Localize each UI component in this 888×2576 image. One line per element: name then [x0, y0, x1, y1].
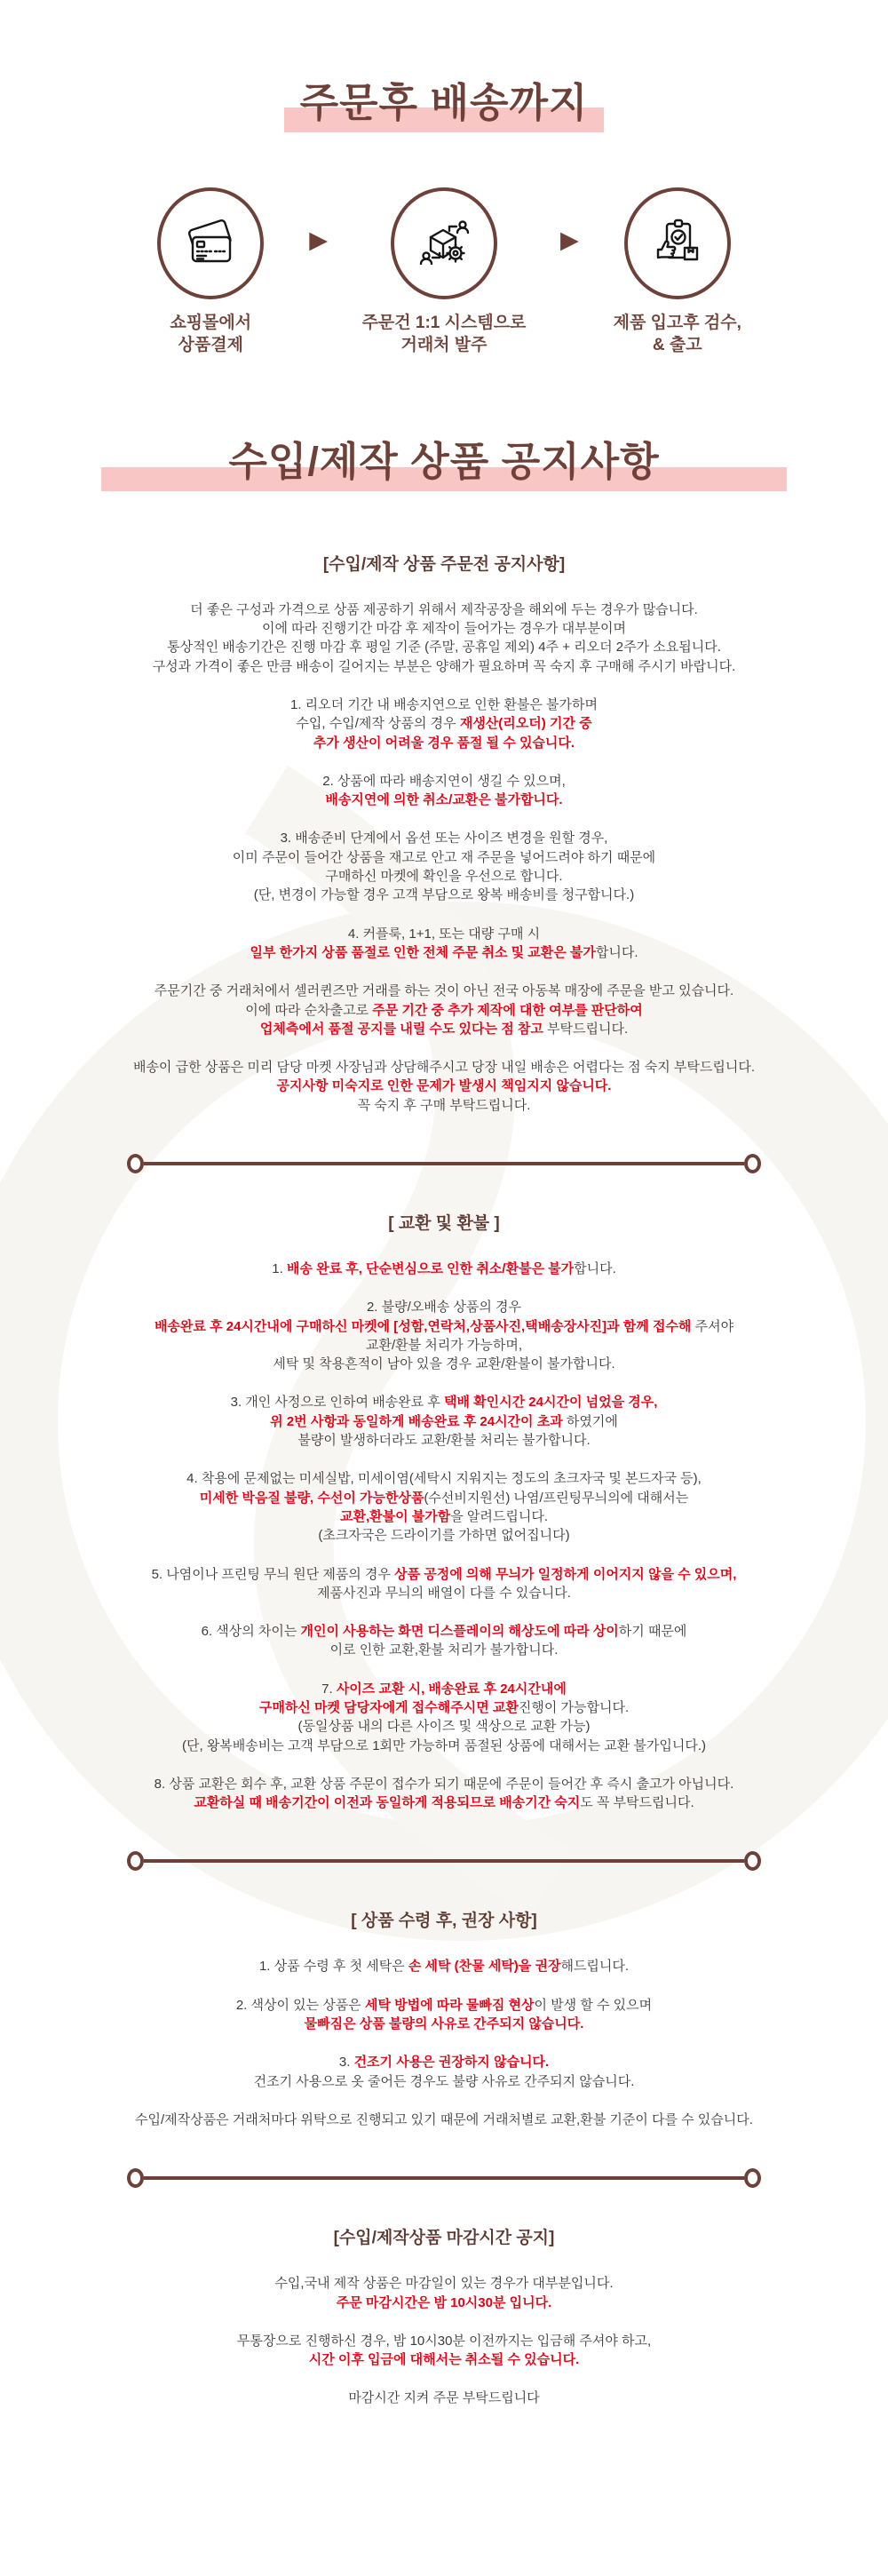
- text-line: [62, 638, 826, 656]
- text-line: [62, 925, 826, 943]
- plain-text: 수입, 수입/제작 상품의 경우: [296, 716, 460, 732]
- text-line: [62, 1020, 826, 1038]
- pre-order-notice-section: [62, 553, 826, 1115]
- text-line: [62, 1565, 826, 1584]
- text-line: [62, 1910, 826, 1934]
- process-step-payment: [117, 187, 304, 357]
- divider-ring-icon: [744, 1154, 761, 1173]
- plain-text: 도 꼭 부탁드립니다.: [580, 1795, 694, 1811]
- notice-section-header: [62, 1212, 826, 1236]
- plain-text: 배송이 급한 상품은 미리 담당 마켓 사장님과 상담해주시고 당장 내일 배송은 어렵다는 점 숙지 부탁드립니다.: [132, 1060, 756, 1076]
- text-line: [62, 867, 826, 886]
- text-line: [62, 2015, 826, 2033]
- notice-paragraph: [62, 696, 826, 752]
- red-emphasis-text: 교환하실 때 배송기간이 이전과 동일하게 적용되므로 배송기간 숙지: [194, 1795, 581, 1811]
- plain-text: 4. 착용에 문제없는 미세실밥, 미세이염(세탁시 지워지는 정도의 초크자국 및 본드자국 등),: [186, 1471, 702, 1487]
- text-line: [62, 1996, 826, 2015]
- plain-text: (단, 왕복배송비는 고객 부담으로 1회만 가능하며 품절된 상품에 대해서는 교환 불가입니다.): [182, 1737, 706, 1753]
- text-line: [62, 1412, 826, 1431]
- red-emphasis-text: 추가 생산이 어려울 경우 품절 될 수 있습니다.: [313, 735, 575, 751]
- step-label-line: 쇼핑몰에서: [170, 313, 252, 332]
- plain-text: 합니다.: [574, 1260, 616, 1276]
- plain-text: [ 교환 및 환불 ]: [388, 1213, 500, 1233]
- divider-line: [144, 2176, 744, 2180]
- red-emphasis-text: 주문 마감시간은 밤 10시30분 입니다.: [336, 2294, 552, 2310]
- plain-text: 이에 따라 순차출고로: [245, 1002, 373, 1018]
- red-emphasis-text: 위 2번 사항과 동일하게 배송완료 후 24시간이 초과: [270, 1413, 563, 1429]
- plain-text: 건조기 사용으로 옷 줄어든 경우도 불량 사유로 간주되지 않습니다.: [253, 2073, 635, 2089]
- notice-paragraph: [62, 1298, 826, 1373]
- notice-paragraph: [62, 1996, 826, 2034]
- red-emphasis-text: 미세한 박음질 불량, 수선이 가능한상품: [199, 1490, 424, 1506]
- divider-line: [144, 1859, 744, 1863]
- text-line: [62, 1260, 826, 1278]
- red-emphasis-text: 일부 한가지 상품 품절로 인한 전체 주문 취소 및 교환은 불가: [250, 944, 596, 960]
- text-line: [62, 1001, 826, 1020]
- plain-text: 이미 주문이 들어간 상품을 재고로 안고 재 주문을 넣어드려야 하기 때문에: [232, 849, 656, 865]
- arrow-right-icon: ▶: [309, 226, 328, 253]
- red-emphasis-text: 배송 완료 후, 단순변심으로 인한 취소/환불은 불가: [286, 1260, 575, 1276]
- text-line: [62, 2350, 826, 2369]
- text-line: [62, 1622, 826, 1641]
- plain-text: 3.: [338, 2055, 354, 2071]
- text-line: [62, 2332, 826, 2350]
- notice-paragraph: [62, 2274, 826, 2312]
- notice-section-header: [62, 2227, 826, 2251]
- plain-text: 불량이 발생하더라도 교환/환불 처리는 불가합니다.: [297, 1433, 591, 1449]
- red-emphasis-text: 시간 이후 입금에 대해서는 취소될 수 있습니다.: [308, 2352, 580, 2368]
- plain-text: 이에 따라 진행기간 마감 후 제작이 들어가는 경우가 대부분이며: [261, 621, 627, 637]
- plain-text: 5. 나염이나 프린팅 무늬 원단 제품의 경우: [151, 1566, 395, 1582]
- plain-text: 무통장으로 진행하신 경우, 밤 10시30분 이전까지는 입금해 주셔야 하고,: [236, 2333, 652, 2349]
- step-label-line: 거래처 발주: [400, 336, 488, 355]
- notice-section-header: [62, 553, 826, 577]
- red-emphasis-text: 교환,환불이 불가함: [339, 1508, 451, 1524]
- text-line: [62, 619, 826, 638]
- text-line: [62, 886, 826, 904]
- plain-text: 3. 배송준비 단계에서 옵션 또는 사이즈 변경을 원할 경우,: [280, 831, 608, 847]
- plain-text: 4. 커플룩, 1+1, 또는 대량 구매 시: [347, 926, 541, 942]
- plain-text: (수선비지원선) 나염/프린팅무늬의에 대해서는: [424, 1490, 689, 1506]
- step-label: [117, 312, 304, 357]
- notice-paragraph: [62, 1680, 826, 1755]
- divider-ring-icon: [127, 1154, 144, 1173]
- notice-paragraph: [62, 829, 826, 904]
- divider-ring-icon: [127, 2168, 144, 2188]
- plain-text: 더 좋은 구성과 가격으로 상품 제공하기 위해서 제작공장을 해외에 두는 경우가 많습니다.: [190, 601, 698, 617]
- text-line: [62, 943, 826, 962]
- plain-text: 수입/제작상품은 거래처마다 위탁으로 진행되고 있기 때문에 거래처별로 교환,환불 기준이 다를 수 있습니다.: [135, 2111, 753, 2127]
- plain-text: 1. 리오더 기간 내 배송지연으로 인한 환불은 불가하며: [290, 696, 598, 712]
- notice-paragraph: [62, 1957, 826, 1976]
- plain-text: 세탁 및 착용흔적이 남아 있을 경우 교환/환불이 불가합니다.: [273, 1356, 615, 1372]
- step-label: [333, 312, 555, 357]
- plain-text: 2. 색상이 있는 상품은: [235, 1997, 365, 2013]
- plain-text: 하기 때문에: [618, 1624, 687, 1640]
- red-emphasis-text: 주문 기간 중 추가 제작에 대한 여부를 판단하여: [372, 1002, 643, 1018]
- step-circle: [391, 187, 497, 299]
- plain-text: 7.: [321, 1681, 337, 1697]
- text-line: [62, 696, 826, 714]
- notice-paragraph: [62, 982, 826, 1038]
- page-title-text: 주문후 배송까지: [284, 78, 605, 132]
- plain-text: 주셔야: [691, 1318, 734, 1334]
- order-process-diagram: [0, 187, 888, 357]
- text-line: [62, 1212, 826, 1236]
- notice-paragraph: [62, 2332, 826, 2370]
- section-title: 수입/제작 상품 공지사항: [228, 439, 660, 485]
- red-emphasis-text: 업체측에서 품절 공지를 내릴 수도 있다는 점 참고: [259, 1021, 543, 1037]
- text-line: [62, 553, 826, 577]
- red-emphasis-text: 배송완료 후 24시간내에 구매하신 마켓에 [성함,연락처,상품사진,택배송장사진]과 함께 접수해: [154, 1318, 692, 1334]
- divider-line: [144, 1162, 744, 1165]
- red-emphasis-text: 택배 확인시간 24시간이 넘었을 경우,: [444, 1395, 658, 1411]
- text-line: [62, 791, 826, 809]
- text-line: [62, 2274, 826, 2293]
- plain-text: 마감시간 지켜 주문 부탁드립니다: [348, 2390, 540, 2406]
- notice-paragraph: [62, 1565, 826, 1603]
- text-line: [62, 1526, 826, 1545]
- plain-text: (단, 변경이 가능할 경우 고객 부담으로 왕복 배송비를 청구합니다.): [253, 887, 635, 903]
- text-line: [62, 1737, 826, 1755]
- step-circle: [157, 187, 264, 299]
- text-line: [62, 2389, 826, 2407]
- text-line: [62, 1077, 826, 1095]
- red-emphasis-text: 손 세탁 (찬물 세탁)을 권장: [408, 1959, 561, 1975]
- red-emphasis-text: 개인이 사용하는 화면 디스플레이의 해상도에 따라 상이: [300, 1624, 619, 1640]
- plain-text: 2. 불량/오배송 상품의 경우: [366, 1300, 522, 1316]
- plain-text: 을 알려드립니다.: [450, 1508, 549, 1524]
- text-line: [62, 714, 826, 733]
- plain-text: 구매하신 마켓에 확인을 우선으로 합니다.: [325, 869, 563, 885]
- plain-text: 6. 색상의 차이는: [201, 1624, 301, 1640]
- text-line: [62, 1957, 826, 1976]
- notice-paragraph: [62, 1058, 826, 1115]
- text-line: [62, 1393, 826, 1411]
- notice-paragraph: [62, 1260, 826, 1278]
- plain-text: 이로 인한 교환,환불 처리가 불가합니다.: [329, 1642, 559, 1658]
- plain-text: 통상적인 배송기간은 진행 마감 후 평일 기준 (주말, 공휴일 제외) 4주 + 리오더 2주가 소요됩니다.: [167, 640, 721, 656]
- plain-text: 교환/환불 처리가 가능하며,: [365, 1337, 523, 1353]
- section-divider: [127, 1154, 761, 1173]
- step-label-line: 상품결제: [178, 336, 243, 355]
- plain-text: [수입/제작 상품 주문전 공지사항]: [322, 554, 566, 574]
- text-line: [62, 1793, 826, 1812]
- text-line: [62, 1775, 826, 1793]
- plain-text: 구성과 가격이 좋은 만큼 배송이 길어지는 부분은 양해가 필요하며 꼭 숙지 후 구매해 주시기 바랍니다.: [152, 658, 736, 674]
- plain-text: (동일상품 내의 다른 사이즈 및 색상으로 교환 가능): [297, 1719, 591, 1735]
- red-emphasis-text: 배송지연에 의한 취소/교환은 불가합니다.: [325, 792, 563, 808]
- red-emphasis-text: 재생산(리오더) 기간 중: [459, 716, 592, 732]
- notice-section-header: [62, 1910, 826, 1934]
- step-label: [584, 312, 771, 357]
- page-title: [0, 78, 888, 132]
- plain-text: 해드립니다.: [560, 1959, 630, 1975]
- text-line: [62, 1317, 826, 1336]
- notice-paragraph: [62, 600, 826, 676]
- plain-text: [ 상품 수령 후, 권장 사항]: [351, 1912, 537, 1931]
- plain-text: 3. 개인 사정으로 인하여 배송완료 후: [230, 1395, 444, 1411]
- text-line: [62, 1096, 826, 1115]
- plain-text: 주문기간 중 거래처에서 셀러퀸즈만 거래를 하는 것이 아닌 전국 아동복 매장에 주문을 받고 있습니다.: [154, 983, 734, 999]
- text-line: [62, 657, 826, 676]
- red-emphasis-text: 세탁 방법에 따라 물빠짐 현상: [364, 1997, 535, 2013]
- text-line: [62, 2053, 826, 2071]
- plain-text: 8. 상품 교환은 회수 후, 교환 상품 주문이 접수가 되기 때문에 주문이 들어간 후 즉시 출고가 아닙니다.: [154, 1776, 734, 1792]
- plain-text: [수입/제작상품 마감시간 공지]: [333, 2229, 555, 2248]
- red-emphasis-text: 공지사항 미숙지로 인한 문제가 발생시 책임지지 않습니다.: [276, 1078, 612, 1094]
- text-line: [62, 1431, 826, 1450]
- step-circle: [624, 187, 731, 299]
- plain-text: 1.: [272, 1260, 287, 1276]
- text-line: [62, 2111, 826, 2129]
- notice-paragraph: [62, 772, 826, 810]
- text-line: [62, 1355, 826, 1373]
- plain-text: 수입,국내 제작 상품은 마감일이 있는 경우가 대부분입니다.: [274, 2276, 614, 2292]
- plain-text: (초크자국은 드라이기를 가하면 없어집니다): [318, 1528, 570, 1544]
- text-line: [62, 848, 826, 867]
- text-line: [62, 772, 826, 791]
- text-line: [62, 1717, 826, 1736]
- process-step-order-system: [333, 187, 555, 357]
- red-emphasis-text: 사이즈 교환 시, 배송완료 후 24시간내에: [336, 1681, 567, 1697]
- step-label-line: 제품 입고후 검수,: [613, 313, 741, 332]
- divider-ring-icon: [127, 1851, 144, 1871]
- notice-paragraph: [62, 2111, 826, 2129]
- red-emphasis-text: 구매하신 마켓 담당자에게 접수해주시면 교환: [258, 1700, 519, 1715]
- text-line: [62, 1641, 826, 1659]
- text-line: [62, 1058, 826, 1077]
- plain-text: 2. 상품에 따라 배송지연이 생길 수 있으며,: [322, 773, 566, 789]
- inspection-icon: [649, 215, 706, 272]
- text-line: [62, 829, 826, 847]
- plain-text: 진행이 가능합니다.: [518, 1700, 630, 1715]
- text-line: [62, 1469, 826, 1488]
- red-emphasis-text: 건조기 사용은 권장하지 않습니다.: [353, 2055, 550, 2071]
- text-line: [62, 2072, 826, 2091]
- plain-text: 제품사진과 무늬의 배열이 다를 수 있습니다.: [317, 1585, 571, 1601]
- notice-paragraph: [62, 2053, 826, 2091]
- text-line: [62, 600, 826, 619]
- plain-text: 합니다.: [595, 944, 638, 960]
- notice-paragraph: [62, 1469, 826, 1545]
- divider-ring-icon: [744, 1851, 761, 1871]
- credit-card-icon: [182, 215, 239, 272]
- order-system-icon: [416, 215, 472, 272]
- notice-paragraph: [62, 1393, 826, 1450]
- plain-text: 부탁드립니다.: [543, 1021, 629, 1037]
- notice-paragraph: [62, 925, 826, 963]
- red-emphasis-text: 상품 공정에 의해 무늬가 일정하게 이어지지 않을 수 있으며,: [394, 1566, 737, 1582]
- text-line: [62, 1584, 826, 1602]
- step-label-line: & 출고: [652, 336, 702, 355]
- text-line: [62, 1336, 826, 1355]
- section-divider: [127, 1851, 761, 1871]
- deadline-section: [62, 2227, 826, 2407]
- text-line: [62, 2294, 826, 2312]
- section-title-band: [101, 439, 787, 491]
- text-line: [62, 734, 826, 752]
- text-line: [62, 1507, 826, 1526]
- process-step-inspection: [584, 187, 771, 357]
- notice-paragraph: [62, 1622, 826, 1660]
- plain-text: 하였기에: [562, 1413, 618, 1429]
- after-receipt-section: [62, 1910, 826, 2129]
- step-label-line: 주문건 1:1 시스템으로: [361, 313, 527, 332]
- text-line: [62, 1680, 826, 1698]
- section-divider: [127, 2168, 761, 2188]
- notice-paragraph: [62, 1775, 826, 1813]
- text-line: [62, 982, 826, 1000]
- text-line: [62, 2227, 826, 2251]
- text-line: [62, 1298, 826, 1316]
- text-line: [62, 1489, 826, 1507]
- text-line: [62, 1698, 826, 1717]
- divider-ring-icon: [744, 2168, 761, 2188]
- plain-text: 이 발생 할 수 있으며: [534, 1997, 653, 2013]
- red-emphasis-text: 물빠짐은 상품 불량의 사유로 간주되지 않습니다.: [304, 2016, 584, 2032]
- exchange-refund-section: [62, 1212, 826, 1813]
- arrow-right-icon: ▶: [560, 226, 579, 253]
- plain-text: 꼭 숙지 후 구매 부탁드립니다.: [357, 1097, 531, 1113]
- plain-text: 1. 상품 수령 후 첫 세탁은: [258, 1959, 408, 1975]
- notice-paragraph: [62, 2389, 826, 2407]
